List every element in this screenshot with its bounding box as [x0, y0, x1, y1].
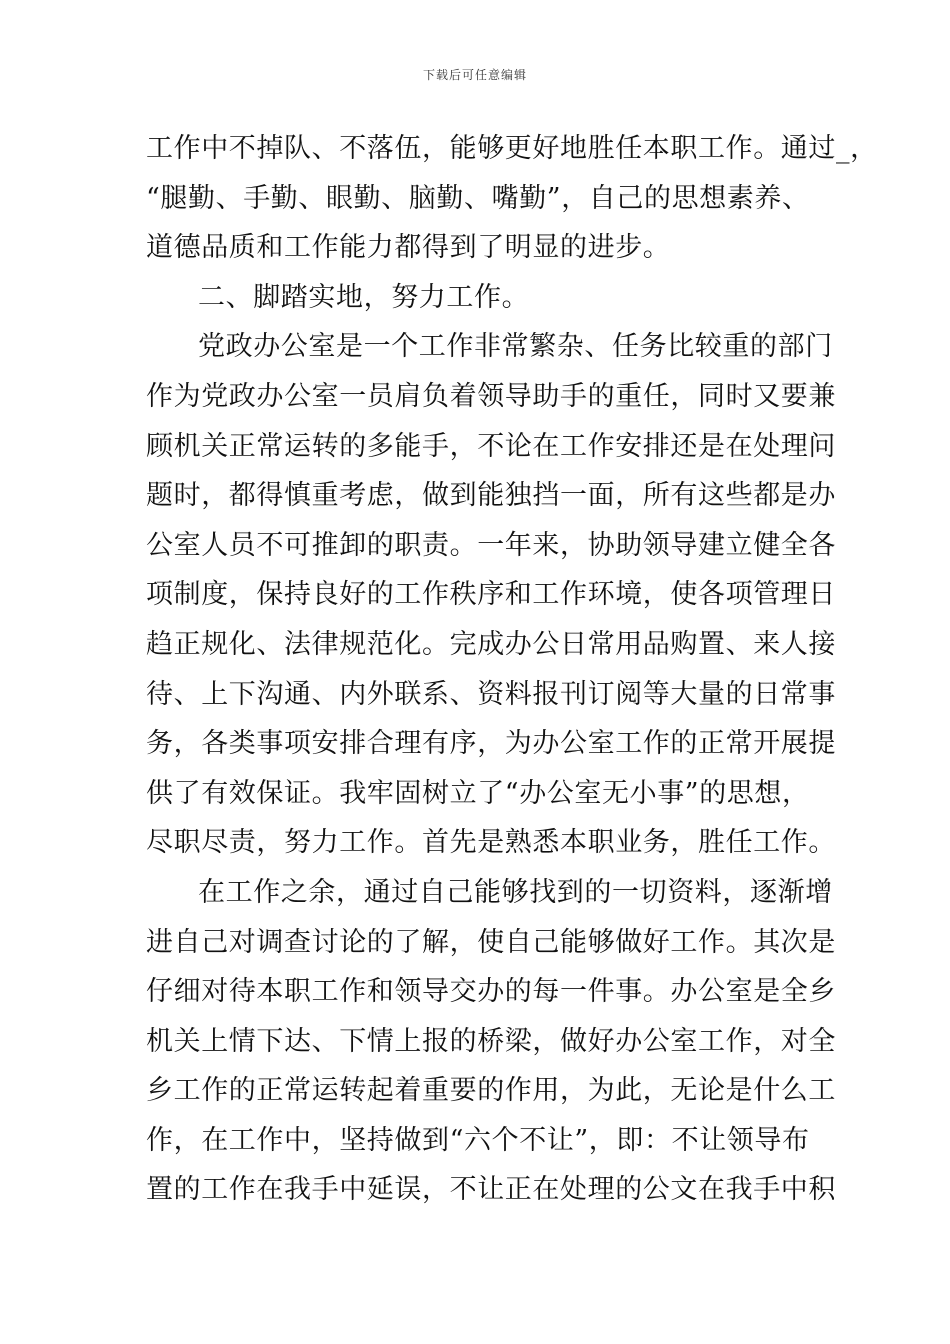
text-line-17: 进自己对调查讨论的了解，使自己能够做好工作。其次是 [146, 926, 836, 958]
section-heading: 二、脚踏实地，努力工作。 [198, 281, 530, 313]
text-line-10: 项制度，保持良好的工作秩序和工作环境，使各项管理日 [146, 579, 836, 611]
text-line-12: 待、上下沟通、内外联系、资料报刊订阅等大量的日常事 [146, 678, 836, 710]
text-line-20: 乡工作的正常运转起着重要的作用，为此，无论是什么工 [146, 1075, 836, 1107]
text-line-9: 公室人员不可推卸的职责。一年来，协助领导建立健全各 [146, 529, 836, 561]
text-line-14: 供了有效保证。我牢固树立了“办公室无小事”的思想， [146, 777, 810, 809]
text-line-11: 趋正规化、法律规范化。完成办公日常用品购置、来人接 [146, 628, 836, 660]
text-line-3: 道德品质和工作能力都得到了明显的进步。 [146, 232, 671, 264]
text-line-18: 仔细对待本职工作和领导交办的每一件事。办公室是全乡 [146, 976, 836, 1008]
text-line-16: 在工作之余，通过自己能够找到的一切资料，逐渐增 [198, 876, 833, 908]
text-line-1: 工作中不掉队、不落伍，能够更好地胜任本职工作。通过_， [146, 133, 878, 164]
text-line-5: 党政办公室是一个工作非常繁杂、任务比较重的部门 [198, 331, 833, 363]
text-line-8: 题时，都得慎重考虑，做到能独挡一面，所有这些都是办 [146, 480, 836, 512]
text-line-22: 置的工作在我手中延误，不让正在处理的公文在我手中积 [146, 1174, 836, 1206]
text-line-13: 务，各类事项安排合理有序，为办公室工作的正常开展提 [146, 728, 836, 760]
text-line-6: 作为党政办公室一员肩负着领导助手的重任，同时又要兼 [146, 380, 836, 412]
document-body [146, 124, 878, 1215]
text-line-15: 尽职尽责，努力工作。首先是熟悉本职业务，胜任工作。 [146, 827, 836, 859]
text-line-19: 机关上情下达、下情上报的桥梁，做好办公室工作，对全 [146, 1025, 836, 1057]
text-line-7: 顾机关正常运转的多能手，不论在工作安排还是在处理问 [146, 430, 836, 462]
text-line-21: 作，在工作中，坚持做到“六个不让”，即：不让领导布 [146, 1124, 810, 1156]
page-header: 下载后可任意编辑 [422, 68, 527, 82]
text-line-2: “腿勤、手勤、眼勤、脑勤、嘴勤”，自己的思想素养、 [146, 182, 810, 214]
